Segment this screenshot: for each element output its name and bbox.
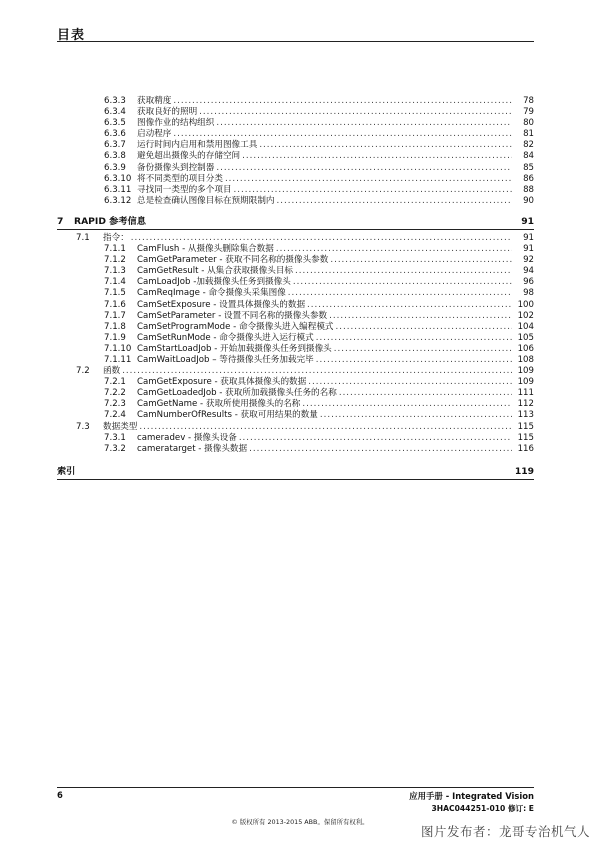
toc-number: 7.2 (76, 366, 90, 377)
toc-subsection[interactable] (0, 96, 600, 107)
toc-title: 数据类型 (103, 421, 138, 432)
leader-dots (259, 140, 512, 151)
toc-title: CamGetParameter - 获取不同名称的摄像头参数 (137, 255, 329, 266)
leader-dots (225, 174, 512, 185)
leader-dots (316, 355, 512, 366)
toc-title: 将不同类型的项目分类 (137, 173, 223, 184)
leader-dots (277, 196, 512, 207)
toc-subsection[interactable] (0, 377, 600, 388)
toc-title: 获取良好的照明 (137, 107, 198, 118)
toc-title: RAPID 参考信息 (74, 215, 146, 227)
toc-subsection[interactable] (0, 277, 600, 288)
toc-number: 7.1.3 (104, 266, 126, 277)
toc-subsection[interactable] (0, 266, 600, 277)
leader-dots (339, 388, 512, 399)
toc-number: 7.1.10 (104, 343, 132, 354)
toc-page: 96 (523, 277, 534, 288)
leader-dots (320, 410, 512, 421)
leader-dots (293, 277, 512, 288)
toc-page: 109 (517, 377, 534, 388)
toc-number: 6.3.5 (104, 118, 126, 129)
toc-page: 102 (517, 310, 534, 321)
toc-page: 111 (517, 388, 534, 399)
toc-title: 避免超出摄像头的存储空间 (137, 151, 241, 162)
toc-page: 84 (523, 151, 534, 162)
chapter-spacer (0, 207, 600, 216)
toc-number: 6.3.10 (104, 173, 132, 184)
toc-number: 7.1.1 (104, 244, 126, 255)
toc-title: 备份摄像头到控制器 (137, 162, 215, 173)
leader-dots (131, 233, 512, 244)
toc-page: 98 (523, 288, 534, 299)
toc-number: 6.3.3 (104, 96, 126, 106)
toc-page: 92 (523, 255, 534, 266)
toc-index[interactable] (0, 466, 600, 479)
leader-dots (276, 244, 512, 255)
toc-title: 指令： (103, 232, 129, 243)
leader-dots (334, 344, 512, 355)
footer-page-number: 6 (57, 790, 63, 800)
toc-number: 7.3.2 (104, 443, 126, 454)
toc-title: 图像作业的结构组织 (137, 118, 215, 129)
toc-subsection[interactable] (0, 244, 600, 255)
leader-dots (199, 107, 512, 118)
table-of-contents (0, 96, 600, 483)
toc-title: CamReqImage - 命令摄像头采集图像 (137, 288, 286, 299)
toc-number: 7.1.4 (104, 277, 126, 288)
toc-page: 100 (517, 299, 534, 310)
toc-page: 108 (517, 354, 534, 365)
toc-number: 7.3 (76, 421, 90, 432)
index-divider (57, 479, 534, 480)
leader-dots (329, 311, 512, 322)
toc-subsection[interactable] (0, 107, 600, 118)
leader-dots (336, 322, 512, 333)
toc-title: 索引 (57, 465, 76, 477)
index-spacer (0, 455, 600, 466)
toc-page: 113 (517, 410, 534, 421)
leader-dots (316, 333, 512, 344)
toc-subsection[interactable] (0, 410, 600, 421)
toc-title: CamGetResult - 从集合获取摄像头目标 (137, 266, 294, 277)
toc-page: 90 (523, 195, 534, 206)
toc-number: 6.3.4 (104, 107, 126, 118)
toc-page: 91 (521, 215, 534, 227)
toc-page: 119 (514, 465, 534, 477)
toc-title: cameratarget - 摄像头数据 (137, 443, 248, 454)
toc-number: 7.2.3 (104, 399, 126, 410)
footer-divider (57, 787, 534, 788)
toc-number: 6.3.11 (104, 184, 132, 195)
toc-number: 7.3.1 (104, 432, 126, 443)
toc-number: 7.1.7 (104, 310, 126, 321)
leader-dots (288, 288, 512, 299)
toc-page: 105 (517, 332, 534, 343)
toc-subsection[interactable] (0, 444, 600, 455)
toc-page: 112 (517, 399, 534, 410)
toc-page: 91 (523, 244, 534, 255)
toc-number: 6.3.7 (104, 140, 126, 151)
toc-title: 总是检查确认图像目标在预期限制内 (137, 195, 275, 206)
toc-subsection[interactable] (0, 288, 600, 299)
leader-dots (330, 255, 512, 266)
toc-subsection[interactable] (0, 322, 600, 333)
toc-number: 7 (57, 215, 64, 227)
toc-title: CamSetExposure - 设置具体摄像头的数据 (137, 299, 306, 310)
leader-dots (173, 96, 512, 107)
toc-title: CamStartLoadJob - 开始加载摄像头任务到摄像头 (137, 343, 332, 354)
toc-subsection[interactable] (0, 399, 600, 410)
toc-page: 109 (517, 366, 534, 377)
toc-title: CamGetName - 获取所使用摄像头的名称 (137, 399, 301, 410)
toc-page: 106 (517, 343, 534, 354)
toc-subsection[interactable] (0, 255, 600, 266)
toc-number: 7.2.4 (104, 410, 126, 421)
watermark: 图片发布者：龙哥专治机气人 (420, 824, 590, 839)
toc-title: CamWaitLoadJob – 等待摄像头任务加载完毕 (137, 354, 314, 365)
leader-dots (249, 444, 512, 455)
footer-document-id: 3HAC044251-010 修订: E (431, 804, 534, 813)
leader-dots (216, 163, 512, 174)
toc-page: 78 (523, 96, 534, 106)
toc-title: CamSetParameter - 设置不同名称的摄像头参数 (137, 310, 328, 321)
leader-dots (239, 433, 512, 444)
toc-page: 94 (523, 266, 534, 277)
leader-dots (216, 118, 512, 129)
toc-number: 7.1.5 (104, 288, 126, 299)
toc-subsection[interactable] (0, 129, 600, 140)
toc-page: 82 (523, 140, 534, 151)
toc-title: 函数 (103, 366, 121, 377)
toc-subsection[interactable] (0, 300, 600, 311)
toc-subsection[interactable] (0, 196, 600, 207)
toc-number: 6.3.8 (104, 151, 126, 162)
toc-title: CamFlush - 从摄像头删除集合数据 (137, 244, 274, 255)
toc-subsection[interactable] (0, 311, 600, 322)
toc-title: CamLoadJob -加载摄像头任务到摄像头 (137, 277, 291, 288)
toc-subsection[interactable] (0, 344, 600, 355)
toc-number: 6.3.9 (104, 162, 126, 173)
toc-subsection[interactable] (0, 151, 600, 162)
toc-number: 7.1.6 (104, 299, 126, 310)
copyright-notice: © 版权所有 2013-2015 ABB。保留所有权利。 (231, 818, 369, 826)
toc-page: 79 (523, 107, 534, 118)
toc-subsection[interactable] (0, 118, 600, 129)
toc-subsection[interactable] (0, 163, 600, 174)
toc-subsection[interactable] (0, 433, 600, 444)
toc-subsection[interactable] (0, 185, 600, 196)
toc-number: 7.1.11 (104, 354, 132, 365)
leader-dots (234, 185, 512, 196)
toc-page: 86 (523, 173, 534, 184)
toc-page: 88 (523, 184, 534, 195)
toc-number: 7.1.2 (104, 255, 126, 266)
toc-page: 116 (517, 443, 534, 454)
toc-section[interactable] (0, 422, 600, 433)
toc-number: 7.2.1 (104, 377, 126, 388)
footer-manual-title: 应用手册 - Integrated Vision (409, 791, 534, 801)
toc-number: 7.1.9 (104, 332, 126, 343)
leader-dots (307, 300, 512, 311)
toc-subsection[interactable] (0, 333, 600, 344)
chapter-divider (57, 229, 534, 230)
toc-page: 80 (523, 118, 534, 129)
toc-number: 6.3.6 (104, 129, 126, 140)
toc-title: CamGetExposure - 获取具体摄像头的数据 (137, 377, 307, 388)
toc-title: CamNumberOfResults - 获取可用结果的数量 (137, 410, 318, 421)
leader-dots (122, 366, 512, 377)
toc-section[interactable] (0, 233, 600, 244)
toc-page: 104 (517, 321, 534, 332)
leader-dots (302, 399, 512, 410)
header-divider (57, 41, 534, 42)
page-title: 目表 (57, 28, 86, 43)
leader-dots (308, 377, 512, 388)
toc-title: 寻找同一类型的多个项目 (137, 184, 232, 195)
leader-dots (242, 151, 512, 162)
toc-page: 115 (517, 432, 534, 443)
toc-page: 115 (517, 421, 534, 432)
leader-dots (295, 266, 512, 277)
leader-dots (139, 422, 512, 433)
toc-page: 81 (523, 129, 534, 140)
toc-title: CamGetLoadedJob - 获取所加载摄像头任务的名称 (137, 388, 337, 399)
toc-chapter[interactable] (0, 216, 600, 229)
toc-number: 7.1.8 (104, 321, 126, 332)
leader-dots (173, 129, 512, 140)
toc-title: CamSetRunMode - 命令摄像头进入运行模式 (137, 332, 314, 343)
toc-title: 运行时间内启用和禁用图像工具 (137, 140, 258, 151)
toc-subsection[interactable] (0, 355, 600, 366)
toc-subsection[interactable] (0, 174, 600, 185)
toc-number: 7.2.2 (104, 388, 126, 399)
toc-number: 7.1 (76, 232, 90, 243)
toc-title: 获取精度 (137, 96, 172, 106)
toc-page: 91 (523, 232, 534, 243)
toc-title: cameradev - 摄像头设备 (137, 432, 237, 443)
toc-title: 启动程序 (137, 129, 172, 140)
toc-subsection[interactable] (0, 140, 600, 151)
toc-number: 6.3.12 (104, 195, 132, 206)
toc-title: CamSetProgramMode - 命令摄像头进入编程模式 (137, 321, 334, 332)
toc-section[interactable] (0, 366, 600, 377)
toc-page: 85 (523, 162, 534, 173)
toc-subsection[interactable] (0, 388, 600, 399)
